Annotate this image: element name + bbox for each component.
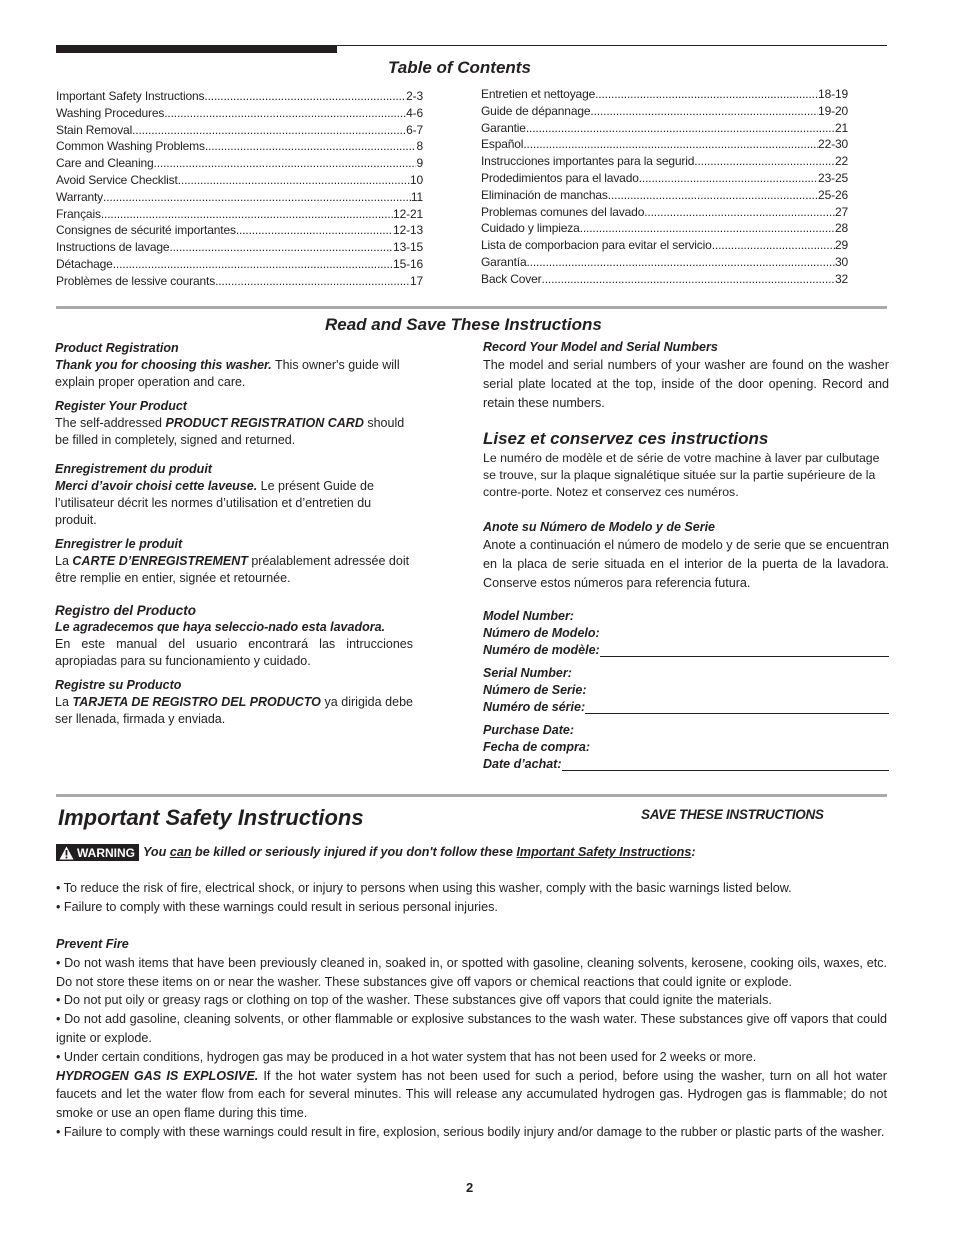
- product-registration-heading: Product Registration: [55, 341, 179, 355]
- model-number-label-es: Número de Modelo:: [483, 626, 600, 640]
- toc-leader-dots: [542, 271, 835, 288]
- model-number-line: [600, 656, 889, 657]
- toc-leader-dots: [639, 170, 818, 187]
- fr-thank-you-text: Merci d’avoir choisi cette laveuse. Le présent Guide de l’utilisateur décrit les normes d’utilisation et d’entretien du produit.: [55, 479, 374, 527]
- purchase-date-line: [562, 770, 890, 771]
- page-number: 2: [466, 1180, 474, 1195]
- toc-entry-label: Common Washing Problems: [56, 139, 205, 154]
- toc-entry-page: 32: [834, 271, 848, 286]
- fire-warning-3: • Do not add gasoline, cleaning solvents, or other flammable or explosive substances to the wash water. These substances give off vapors that could ignite or explode.: [56, 1012, 887, 1045]
- toc-entry: [481, 271, 848, 288]
- es-thank-you-text: Le agradecemos que haya seleccio-nado esta lavadora.: [55, 620, 386, 634]
- anote-heading: Anote su Número de Modelo y de Serie: [483, 520, 715, 534]
- toc-leader-dots: [215, 273, 410, 290]
- toc-entry-page: 9: [416, 156, 423, 171]
- toc-entry-page: 4-6: [406, 105, 423, 120]
- toc-leader-dots: [712, 237, 835, 254]
- fire-warning-5: • Failure to comply with these warnings could result in fire, explosion, serious bodily injury and/or damage to the rubber or plastic parts of the washer.: [56, 1124, 885, 1139]
- toc-leader-dots: [154, 155, 417, 172]
- toc-leader-dots: [694, 153, 835, 170]
- toc-entry-page: 21: [834, 120, 848, 135]
- toc-leader-dots: [101, 206, 393, 223]
- fire-warning-4: • Under certain conditions, hydrogen gas may be produced in a hot water system that has not been used for 2 weeks or more.: [56, 1049, 757, 1064]
- register-text: The self-addressed PRODUCT REGISTRATION CARD should be filled in completely, signed and returned.: [55, 416, 405, 447]
- serial-number-field[interactable]: [483, 699, 889, 716]
- toc-entry-page: 15-16: [393, 256, 423, 271]
- toc-entry-page: 11: [410, 189, 423, 204]
- toc-leader-dots: [523, 136, 818, 153]
- toc-entry-page: 19-20: [818, 103, 848, 118]
- toc-leader-dots: [590, 103, 818, 120]
- toc-leader-dots: [103, 189, 411, 206]
- toc-entry-label: Guide de dépannage: [481, 103, 591, 118]
- toc-entry: [481, 220, 848, 237]
- general-warning-1: • To reduce the risk of fire, electrical shock, or injury to persons when using this washer, comply with the basic warnings listed below.: [56, 881, 792, 895]
- toc-leader-dots: [204, 88, 406, 105]
- toc-leader-dots: [236, 222, 393, 239]
- toc-entry-label: Détachage: [56, 256, 113, 271]
- toc-entry: [481, 204, 848, 221]
- es-registration-heading: Registro del Producto: [55, 603, 197, 618]
- toc-leader-dots: [178, 172, 410, 189]
- toc-entry-label: Warranty: [56, 189, 104, 204]
- toc-entry-label: Avoid Service Checklist: [56, 172, 178, 187]
- prevent-fire-section: [56, 935, 887, 1142]
- toc-entry: [56, 273, 423, 290]
- toc-entry-label: Instrucciones importantes para la segurid: [481, 154, 695, 169]
- purchase-date-field[interactable]: [483, 756, 889, 773]
- toc-entry-page: 25-26: [818, 187, 848, 202]
- record-heading: Record Your Model and Serial Numbers: [483, 340, 718, 354]
- toc-entry: [56, 88, 423, 105]
- toc-entry: [56, 138, 423, 155]
- purchase-date-label-fr: Date d’achat:: [483, 757, 562, 771]
- toc-entry-label: Français: [56, 206, 101, 221]
- toc-entry-label: Garantía: [481, 254, 527, 269]
- fr-register-heading: Enregistrer le produit: [55, 537, 183, 551]
- read-save-title: Read and Save These Instructions: [325, 315, 602, 334]
- toc-entry-label: Español: [481, 137, 524, 152]
- section-divider: [56, 306, 887, 309]
- toc-entry-page: 22: [834, 154, 848, 169]
- toc-entry-label: Problèmes de lessive courants: [56, 273, 216, 288]
- toc-entry-page: 18-19: [818, 87, 848, 101]
- toc-entry-page: 6-7: [406, 122, 423, 137]
- toc-entry: [481, 120, 848, 137]
- thank-you-text: Thank you for choosing this washer. This owner's guide will explain proper operation and care.: [55, 358, 400, 389]
- toc-entry-label: Entretien et nettoyage: [481, 87, 596, 101]
- toc-entry: [481, 187, 848, 204]
- save-these-instructions: SAVE THESE INSTRUCTIONS: [641, 807, 824, 822]
- toc-entry-label: Lista de comporbacion para evitar el servicio: [481, 238, 712, 253]
- warning-triangle-icon: [59, 846, 74, 860]
- toc-entry: [481, 86, 848, 103]
- prevent-fire-heading: Prevent Fire: [56, 937, 129, 951]
- toc-entry-label: Eliminación de manchas: [481, 187, 608, 202]
- registration-column: [55, 340, 413, 728]
- lisez-text: Le numéro de modèle et de série de votre machine à laver par culbutage se trouve, sur la plaque signalétique située sur la partie supérieure de la contre-porte. Notez et conservez ces numéros.: [483, 451, 880, 499]
- toc-leader-dots: [527, 254, 835, 271]
- toc-leader-dots: [580, 220, 835, 237]
- record-text: The model and serial numbers of your washer are found on the washer serial plate located at the top, inside of the door opening. Record and retain these numbers.: [483, 358, 889, 410]
- serial-number-label-es: Número de Serie:: [483, 683, 587, 697]
- toc-leader-dots: [608, 187, 818, 204]
- toc-entry: [481, 237, 848, 254]
- general-warnings: [56, 879, 887, 917]
- toc-entry-label: Cuidado y limpieza: [481, 221, 580, 236]
- es-register-heading: Registre su Producto: [55, 678, 182, 692]
- toc-leader-dots: [595, 86, 818, 103]
- es-register-text: La TARJETA DE REGISTRO DEL PRODUCTO ya dirigida debe ser llenada, firmada y enviada.: [55, 695, 413, 726]
- toc-entry: [56, 172, 423, 189]
- model-number-label-fr: Numéro de modèle:: [483, 643, 600, 657]
- toc-entry-label: Garantie: [481, 120, 526, 135]
- purchase-date-label-es: Fecha de compra:: [483, 740, 590, 754]
- fire-warning-1: • Do not wash items that have been previously cleaned in, soaked in, or spotted with gasoline, cleaning solvents, kerosene, cooking oils, waxes, etc. Do not store these items on or near the washer. These substances give off vapors or chemical reactions that could ignite or explode.: [56, 955, 887, 989]
- toc-entry-page: 27: [834, 204, 848, 219]
- toc-entry-page: 12-13: [393, 223, 423, 238]
- toc-entry-label: Consignes de sécurité importantes: [56, 223, 236, 238]
- serial-number-label-fr: Numéro de série:: [483, 700, 586, 714]
- toc-entry-page: 10: [409, 172, 423, 187]
- toc-entry: [56, 239, 423, 256]
- toc-leader-dots: [205, 138, 417, 155]
- safety-instructions-reference: Important Safety Instructions: [516, 845, 692, 859]
- toc-leader-dots: [113, 256, 393, 273]
- fr-register-text: La CARTE D’ENREGISTREMENT préalablement adressée doit être remplie en entier, signée et retournée.: [55, 554, 410, 585]
- toc-title: Table of Contents: [388, 58, 531, 77]
- header-rule-thin: [337, 45, 887, 46]
- toc-entry: [56, 206, 423, 223]
- toc-right-column: [481, 86, 848, 288]
- record-column: [483, 339, 889, 773]
- toc-entry-page: 23-25: [818, 170, 848, 185]
- toc-entry-page: 17: [409, 273, 423, 288]
- toc-entry-label: Instructions de lavage: [56, 240, 170, 255]
- toc-leader-dots: [169, 239, 393, 256]
- toc-entry: [56, 256, 423, 273]
- toc-entry-page: 30: [834, 254, 848, 269]
- toc-entry-page: 12-21: [393, 206, 423, 221]
- toc-entry: [56, 189, 423, 206]
- toc-entry: [481, 170, 848, 187]
- fr-registration-heading: Enregistrement du produit: [55, 462, 212, 476]
- serial-number-label-en: Serial Number:: [483, 666, 572, 680]
- register-heading: Register Your Product: [55, 399, 187, 413]
- safety-title: Important Safety Instructions: [58, 805, 364, 830]
- serial-number-line: [585, 713, 889, 714]
- warning-line: WARNING You can be killed or seriously injured if you don't follow these Important Safety Instructions:: [56, 843, 887, 861]
- toc-entry-page: 29: [834, 238, 848, 253]
- toc-entry-label: Problemas comunes del lavado: [481, 204, 645, 219]
- general-warning-2: • Failure to comply with these warnings could result in serious personal injuries.: [56, 899, 498, 914]
- toc-entry-page: 2-3: [406, 89, 423, 103]
- toc-entry: [481, 153, 848, 170]
- warning-badge: WARNING: [56, 844, 139, 861]
- record-fields: [483, 608, 889, 773]
- model-number-label-en: Model Number:: [483, 609, 574, 623]
- toc-entry-page: 13-15: [393, 240, 423, 255]
- toc-leader-dots: [526, 120, 835, 137]
- es-thank-you-rest: En este manual del usuario encontrará las intrucciones apropiadas para su funcionamiento y cuidado.: [55, 637, 413, 668]
- lisez-title: Lisez et conservez ces instructions: [483, 429, 769, 448]
- section-divider-2: [56, 794, 887, 797]
- toc-entry-page: 28: [834, 221, 848, 236]
- toc-entry: [481, 103, 848, 120]
- purchase-date-label-en: Purchase Date:: [483, 723, 575, 737]
- toc-entry-label: Washing Procedures: [56, 105, 165, 120]
- fire-warning-2: • Do not put oily or greasy rags or clothing on top of the washer. These substances give off vapors that could ignite the materials.: [56, 993, 772, 1008]
- toc-entry-page: 8: [416, 139, 423, 154]
- toc-entry: [56, 222, 423, 239]
- toc-entry: [56, 122, 423, 139]
- toc-entry: [481, 136, 848, 153]
- toc-entry-label: Prodedimientos para el lavado: [481, 170, 639, 185]
- toc-entry-label: Care and Cleaning: [56, 156, 154, 171]
- header-rule-thick: [56, 45, 337, 53]
- toc-entry-page: 22-30: [818, 137, 848, 152]
- toc-entry-label: Back Cover: [481, 271, 542, 286]
- toc-entry-label: Important Safety Instructions: [56, 89, 205, 103]
- toc-entry: [56, 105, 423, 122]
- toc-leader-dots: [164, 105, 406, 122]
- toc-leader-dots: [132, 122, 406, 139]
- hydrogen-warning: HYDROGEN GAS IS EXPLOSIVE. If the hot water system has not been used for such a period, before using the washer, turn on all hot water faucets and let the water flow from each for several minutes. This will release any accumulated hydrogen gas. Hydrogen gas is flammable; do not smoke or use an open flame during this time.: [56, 1068, 888, 1121]
- toc-left-column: [56, 88, 423, 290]
- toc-entry-label: Stain Removal: [56, 122, 133, 137]
- toc-entry: [481, 254, 848, 271]
- anote-text: Anote a continuación el número de modelo y de serie que se encuentran en la placa de serie situada en el interior de la puerta de la lavadora. Conserve estos números para referencia futura.: [483, 538, 889, 590]
- toc-entry: [56, 155, 423, 172]
- toc-leader-dots: [644, 204, 835, 221]
- model-number-field[interactable]: [483, 642, 889, 659]
